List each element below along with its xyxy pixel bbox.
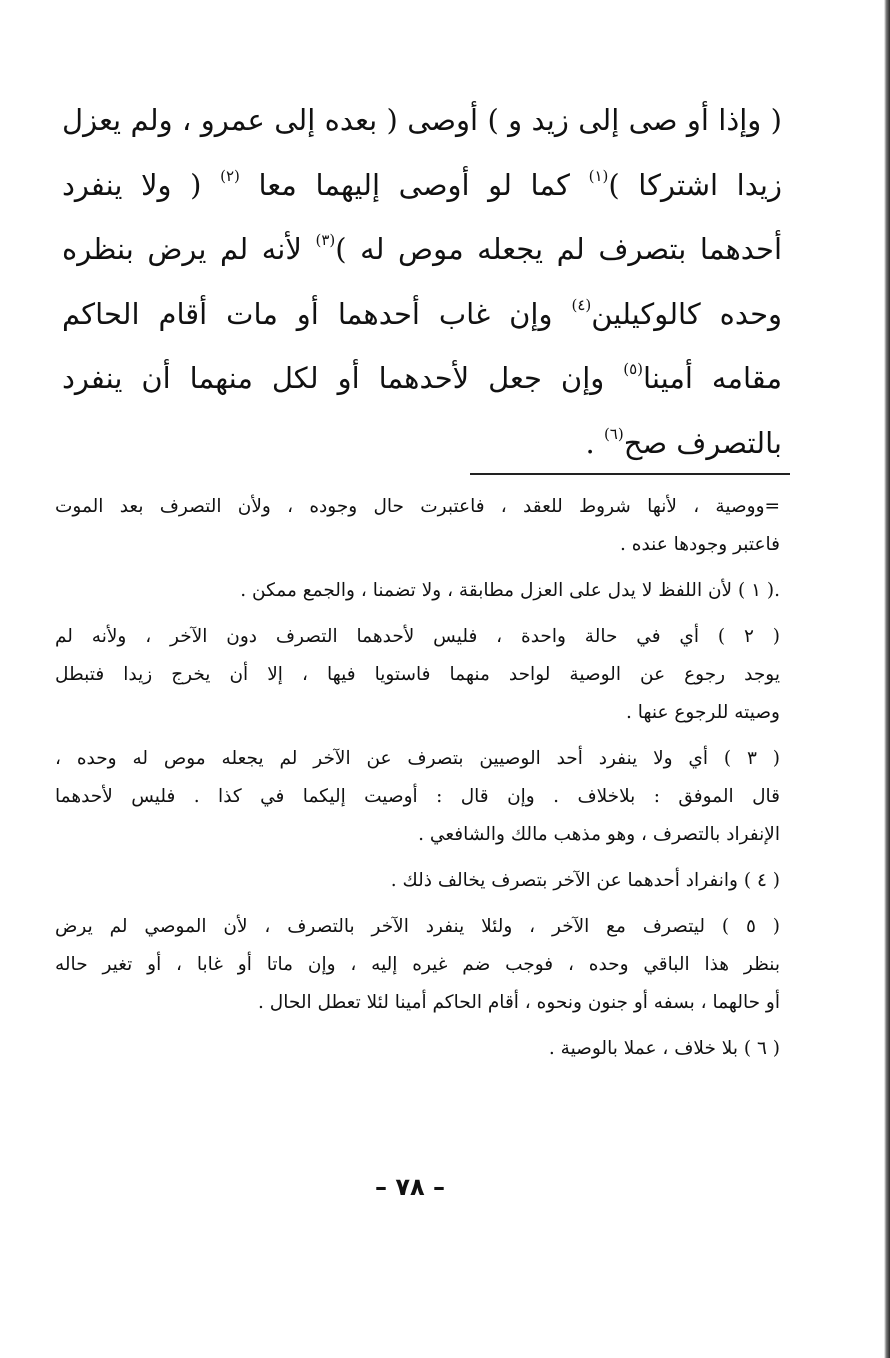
main-line-5-tail: وإن جعل لأحدهما أو لكل منهما أن ينفرد <box>62 361 605 395</box>
footnote-gap <box>55 1022 780 1030</box>
main-line-4 <box>62 282 782 347</box>
footnote-2-line: ( ٢ ) أي في حالة واحدة ، فليس لأحدهما التصرف دون الآخر ، ولأنه لم <box>55 626 780 647</box>
main-line-6-head: بالتصرف صح <box>623 425 782 460</box>
main-line-1 <box>62 88 782 153</box>
main-line-2-mid: كما لو أوصى إليهما معا <box>258 167 570 202</box>
footnote-4: ( ٤ ) وانفراد أحدهما عن الآخر بتصرف يخالف ذلك . <box>390 870 780 891</box>
main-line-3-tail: لأنه لم يرض بنظره <box>62 232 302 266</box>
footnote-6: ( ٦ ) بلا خلاف ، عملا بالوصية . <box>548 1038 780 1059</box>
footnote-5-line: ( ٥ ) ليتصرف مع الآخر ، ولئلا ينفرد الآخر بالتصرف ، لأن الموصي لم يرض <box>55 916 780 937</box>
footnote-5-line: أو حالهما ، بسفه أو جنون ونحوه ، أقام الحاكم أمينا لئلا تعطل الحال . <box>258 992 780 1013</box>
main-line-3-head: أحدهما بتصرف لم يجعله موص له ) <box>335 232 783 266</box>
main-line-3 <box>62 217 782 282</box>
footnote-5-line: بنظر هذا الباقي وحده ، فوجب ضم غيره إليه ، وإن ماتا أو غابا ، أو تغير حاله <box>55 954 780 975</box>
main-line-2-end: ( ولا ينفرد <box>62 167 202 202</box>
footnote-gap <box>55 610 780 618</box>
footnote-ref-4[interactable]: (٤) <box>571 295 592 314</box>
main-line-4-head: وحده كالوكيلين <box>591 296 782 331</box>
footnote-ref-3[interactable]: (٣) <box>315 231 336 249</box>
footnote-gap <box>55 732 780 740</box>
main-line-5-head: مقامه أمينا <box>643 361 782 395</box>
footnote-2-line: يوجد رجوع عن الوصية لواحد منهما فاستويا فيها ، إلا أن يخرج زيدا فتبطل <box>55 664 780 685</box>
footnote-2-line: وصيته للرجوع عنها . <box>625 702 780 723</box>
footnote-gap <box>55 900 780 908</box>
footnote-continuation-line: =ووصية ، لأنها شروط للعقد ، فاعتبرت حال وجوده ، ولأن التصرف بعد الموت <box>55 496 780 517</box>
footnote-ref-2[interactable]: (٢) <box>220 166 240 185</box>
footnote-3-line: ( ٣ ) أي ولا ينفرد أحد الوصيين بتصرف عن الآخر لم يجعله موص له وحده ، <box>55 748 780 769</box>
footnote-separator <box>470 473 790 475</box>
footnotes <box>55 488 780 1068</box>
main-line-2-head: زيدا اشتركا ) <box>608 167 783 202</box>
footnote-gap <box>55 564 780 572</box>
footnote-ref-6[interactable]: (٦) <box>603 424 624 443</box>
main-line-4-tail: وإن غاب أحدهما أو مات أقام الحاكم <box>62 296 553 331</box>
main-line-6-tail: . <box>585 425 595 460</box>
main-line-1-text: ( وإذا أو صى إلى زيد و ) أوصى ( بعده إلى عمرو ، ولم يعزل <box>62 103 782 137</box>
footnote-continuation-line: فاعتبر وجودها عنده . <box>620 534 780 555</box>
main-line-2 <box>62 153 782 218</box>
page-number: – ٧٨ – <box>374 1173 445 1201</box>
main-text <box>62 88 782 475</box>
footnote-ref-5[interactable]: (٥) <box>623 360 643 378</box>
footnote-ref-1[interactable]: (١) <box>588 166 609 185</box>
footnote-3-line: الإنفراد بالتصرف ، وهو مذهب مالك والشافعي . <box>418 824 780 845</box>
page-edge-shadow <box>884 0 890 1358</box>
footnote-3-line: قال الموفق : بلاخلاف . وإن قال : أوصيت إليكما في كذا . فليس لأحدهما <box>55 786 780 807</box>
main-line-5 <box>62 346 782 411</box>
main-line-6 <box>62 411 782 476</box>
footnote-1: .( ١ ) لأن اللفظ لا يدل على العزل مطابقة ، ولا تضمنا ، والجمع ممكن . <box>240 580 780 601</box>
footnote-gap <box>55 854 780 862</box>
